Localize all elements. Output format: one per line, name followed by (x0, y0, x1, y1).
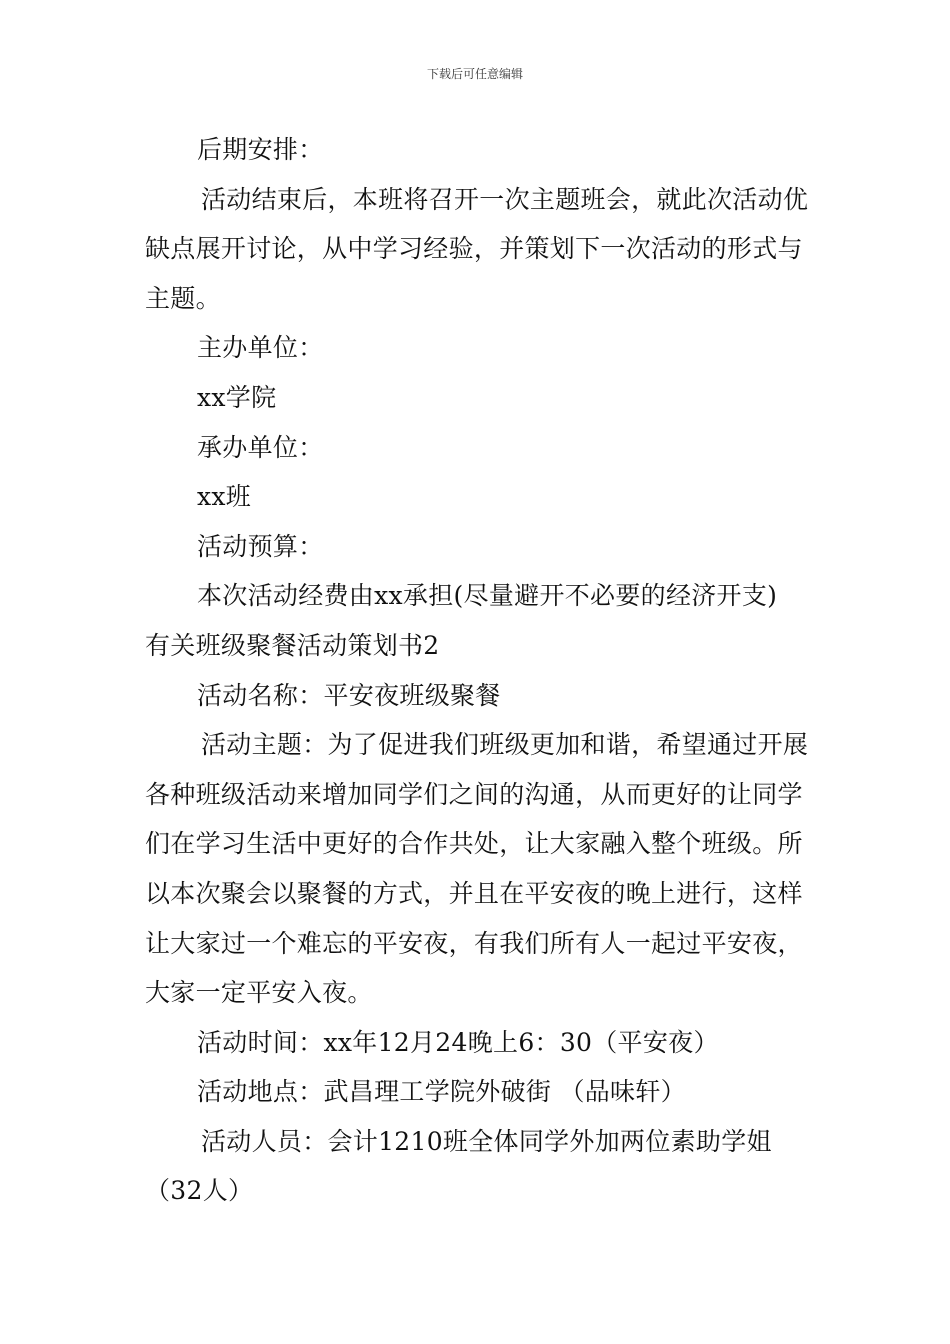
activity-name: 活动名称：平安夜班级聚餐 (197, 680, 501, 710)
activity-participants: 活动人员：会计1210班全体同学外加两位素助学姐（32人） (145, 1126, 772, 1206)
budget-value: 本次活动经费由xx承担(尽量避开不必要的经济开支) (197, 581, 778, 611)
document-body (145, 125, 813, 1216)
activity-theme: 活动主题：为了促进我们班级更加和谐，希望通过开展各种班级活动来增加同学们之间的沟通，从而更好的让同学们在学习生活中更好的合作共处，让大家融入整个班级。所以本次聚会以聚餐的方式，并且在平安夜的晚上进行，这样让大家过一个难忘的平安夜，有我们所有人一起过平安夜，大家一定平安入夜。 (145, 730, 809, 1008)
section-heading-organizer: 主办单位： (197, 333, 324, 363)
organizer-value: xx学院 (197, 382, 277, 412)
section-heading-later-arrangements: 后期安排： (197, 135, 324, 164)
page-header: 下载后可任意编辑 (426, 67, 523, 81)
activity-time: 活动时间：xx年12月24晚上6：30（平安夜） (197, 1027, 719, 1057)
section-heading-host: 承办单位： (197, 432, 324, 462)
host-value: xx班 (197, 482, 252, 512)
document-subtitle: 有关班级聚餐活动策划书2 (145, 630, 440, 660)
section-heading-budget: 活动预算： (197, 531, 324, 561)
activity-location: 活动地点：武昌理工学院外破街 （品味轩） (197, 1077, 686, 1107)
paragraph-later-arrangements: 活动结束后，本班将召开一次主题班会，就此次活动优缺点展开讨论，从中学习经验，并策划下一次活动的形式与主题。 (145, 184, 809, 313)
